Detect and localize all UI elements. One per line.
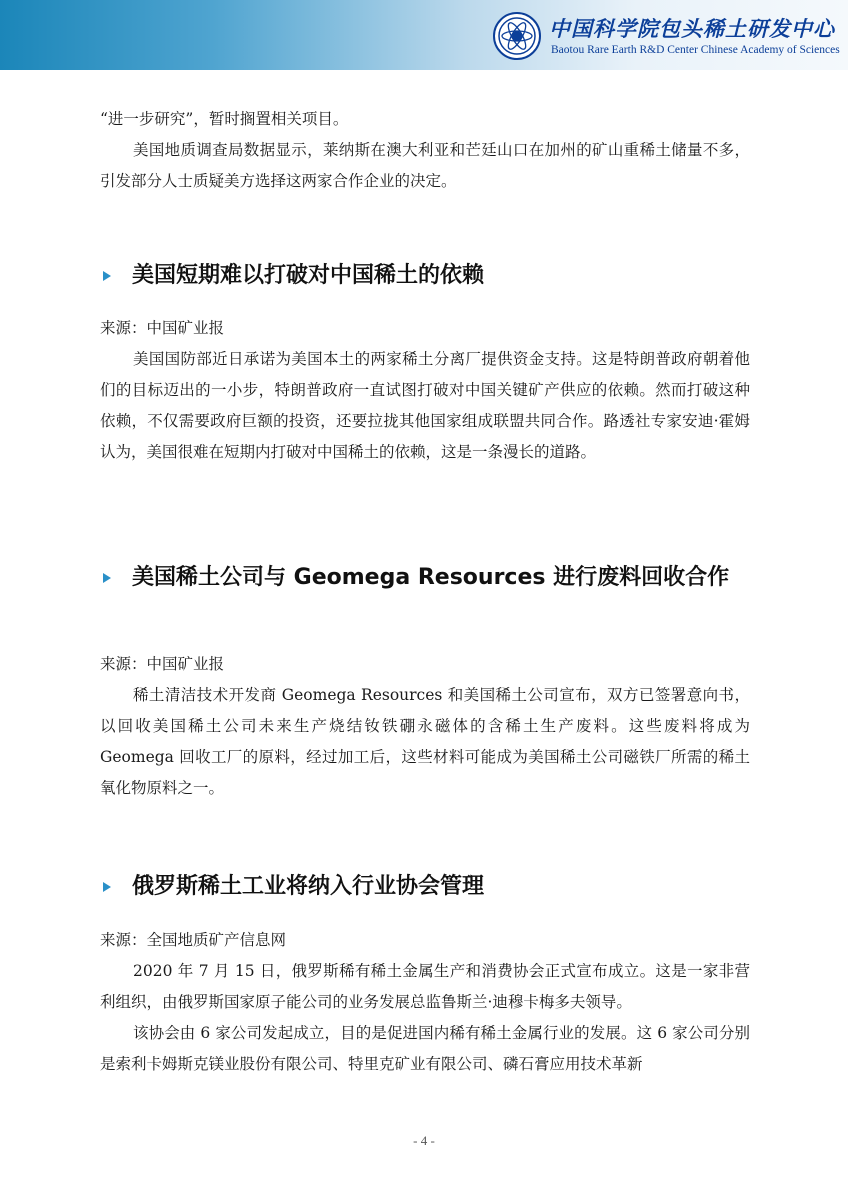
section-1-title: 美国短期难以打破对中国稀土的依赖 bbox=[132, 263, 485, 288]
section-2-title: 美国稀土公司与 Geomega Resources 进行废料回收合作 bbox=[132, 565, 730, 590]
section-3-paragraph-2: 该协会由 6 家公司发起成立，目的是促进国内稀有稀土金属行业的发展。这 6 家公司分别是索利卡姆斯克镁业股份有限公司、特里克矿业有限公司、磷石膏应用技术革新 bbox=[100, 1024, 750, 1073]
intro-paragraph-1: “进一步研究”，暂时搁置相关项目。 bbox=[100, 110, 349, 128]
section-2-heading bbox=[100, 560, 760, 596]
section-2-source: 来源：中国矿业报 bbox=[100, 655, 225, 673]
section-3-body bbox=[100, 925, 750, 1080]
intro-block bbox=[100, 104, 750, 197]
bullet-arrow-icon bbox=[103, 882, 111, 892]
org-name-cn: 中国科学院包头稀土研发中心 bbox=[549, 17, 835, 41]
section-2-paragraph: 稀土清洁技术开发商 Geomega Resources 和美国稀土公司宣布，双方已签署意向书，以回收美国稀土公司未来生产烧结钕铁硼永磁体的含稀土生产废料。这些废料将成为 Geomega 回收工厂的原料，经过加工后，这些材料可能成为美国稀土公司磁铁厂所需的稀土氧化物原料之一。 bbox=[100, 686, 750, 797]
org-name-en: Baotou Rare Earth R&D Center Chinese Academy of Sciences bbox=[551, 44, 840, 56]
section-1-source: 来源：中国矿业报 bbox=[100, 319, 225, 337]
section-1-body bbox=[100, 313, 750, 468]
bullet-arrow-icon bbox=[103, 271, 111, 281]
section-3-paragraph-1: 2020 年 7 月 15 日，俄罗斯稀有稀土金属生产和消费协会正式宣布成立。这是一家非营利组织，由俄罗斯国家原子能公司的业务发展总监鲁斯兰·迪穆卡梅多夫领导。 bbox=[100, 962, 750, 1011]
intro-paragraph-2: 美国地质调查局数据显示，莱纳斯在澳大利亚和芒廷山口在加州的矿山重稀土储量不多，引发部分人士质疑美方选择这两家合作企业的决定。 bbox=[100, 141, 750, 190]
section-3-heading bbox=[100, 869, 760, 905]
section-1-heading bbox=[100, 258, 760, 294]
section-2-body bbox=[100, 649, 750, 804]
bullet-arrow-icon bbox=[103, 573, 111, 583]
cas-emblem-icon bbox=[493, 12, 541, 60]
section-3-source: 来源：全国地质矿产信息网 bbox=[100, 931, 287, 949]
section-1-paragraph: 美国国防部近日承诺为美国本土的两家稀土分离厂提供资金支持。这是特朗普政府朝着他们的目标迈出的一小步，特朗普政府一直试图打破对中国关键矿产供应的依赖。然而打破这种依赖，不仅需要政府巨额的投资，还要拉拢其他国家组成联盟共同合作。路透社专家安迪·霍姆认为，美国很难在短期内打破对中国稀土的依赖，这是一条漫长的道路。 bbox=[100, 350, 750, 461]
section-3-title: 俄罗斯稀土工业将纳入行业协会管理 bbox=[132, 874, 485, 899]
page-header bbox=[0, 0, 848, 70]
page-number: - 4 - bbox=[413, 1133, 435, 1148]
